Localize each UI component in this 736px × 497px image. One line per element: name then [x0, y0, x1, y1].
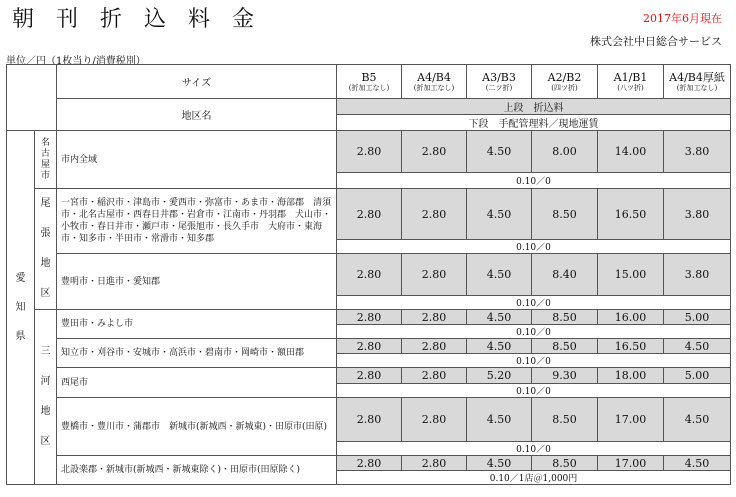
size-header [337, 65, 402, 99]
unit-note: 単位／円（1枚当り/消費税別） [6, 56, 146, 67]
company-name: 株式会社中日総合サービス [590, 35, 722, 48]
price-cell: 17.00 [598, 456, 664, 471]
price-cell: 5.00 [664, 368, 731, 384]
rate-table [6, 64, 731, 485]
size-name: B5 [361, 70, 377, 84]
price-cell: 4.50 [467, 339, 532, 354]
size-header [402, 65, 467, 99]
price-cell: 4.50 [467, 310, 532, 325]
area-name: 一宮市・稲沢市・津島市・愛西市・弥富市・あま市・海部郡 清須市・北名古屋市・西春日井郡・岩倉市・江南市・丹羽郡 犬山市・小牧市・春日井市・瀬戸市・尾張旭市・長久手市 大府市・東海市・知多市・半田市・常滑市・知多郡 [57, 189, 337, 254]
fee-cell: 0.10／0 [337, 325, 731, 339]
city-group-nagoya: 名 古 屋 市 [35, 131, 57, 189]
price-cell: 2.80 [337, 131, 402, 173]
price-cell: 4.50 [467, 456, 532, 471]
size-note: (折加工なし) [348, 83, 390, 92]
size-header [467, 65, 532, 99]
price-cell: 2.80 [337, 254, 402, 296]
region-mikawa: 三 河 地 区 [35, 310, 57, 485]
size-note: (折加工なし) [676, 83, 718, 92]
price-cell: 16.50 [598, 189, 664, 240]
price-cell: 14.00 [598, 131, 664, 173]
size-name: A4/B4 [417, 70, 451, 84]
page-title: 朝刊折込料金 [12, 7, 277, 32]
price-cell: 3.80 [664, 189, 731, 240]
area-name: 豊田市・みよし市 [57, 310, 337, 339]
price-cell: 17.00 [598, 398, 664, 442]
price-cell: 2.80 [402, 339, 467, 354]
price-cell: 8.40 [532, 254, 598, 296]
fee-cell: 0.10／0 [337, 296, 731, 310]
fee-cell: 0.10／0 [337, 442, 731, 456]
price-cell: 5.00 [664, 310, 731, 325]
price-cell: 2.80 [402, 254, 467, 296]
price-cell: 4.50 [664, 398, 731, 442]
price-cell: 2.80 [402, 368, 467, 384]
prefecture-label: 愛 知 県 [7, 131, 35, 485]
area-name: 市内全域 [57, 131, 337, 189]
area-name: 豊橋市・豊川市・蒲郡市 新城市(新城西・新城東)・田原市(田原) [57, 398, 337, 456]
fee-cell: 0.10／0 [337, 240, 731, 254]
price-cell: 15.00 [598, 254, 664, 296]
size-header [532, 65, 598, 99]
size-name: A1/B1 [613, 70, 648, 84]
price-cell: 3.80 [664, 131, 731, 173]
price-cell: 2.80 [402, 189, 467, 240]
price-cell: 8.50 [532, 310, 598, 325]
upper-row-legend: 上段 折込料 [337, 99, 731, 115]
fee-cell: 0.10／0 [337, 384, 731, 398]
price-cell: 16.00 [598, 310, 664, 325]
size-name: A2/B2 [547, 70, 582, 84]
price-cell: 2.80 [337, 398, 402, 442]
price-cell: 8.50 [532, 456, 598, 471]
price-cell: 4.50 [664, 339, 731, 354]
size-note: (二ツ折) [485, 83, 513, 92]
price-cell: 4.50 [664, 456, 731, 471]
area-label: 地区名 [57, 99, 337, 131]
area-name: 豊明市・日進市・愛知郡 [57, 254, 337, 310]
size-note: (八ツ折) [617, 83, 644, 92]
price-cell: 9.30 [532, 368, 598, 384]
size-header [664, 65, 731, 99]
price-cell: 2.80 [402, 398, 467, 442]
price-cell: 2.80 [337, 310, 402, 325]
area-name: 西尾市 [57, 368, 337, 398]
area-name: 北設楽郡・新城市(新城西・新城東除く)・田原市(田原除く) [57, 456, 337, 485]
fee-cell: 0.10／0 [337, 354, 731, 368]
price-cell: 4.50 [467, 189, 532, 240]
price-cell: 2.80 [402, 310, 467, 325]
fee-cell: 0.10／1店＠1,000円 [337, 471, 731, 485]
price-cell: 18.00 [598, 368, 664, 384]
price-cell: 2.80 [337, 339, 402, 354]
size-header [598, 65, 664, 99]
size-name: A4/B4厚紙 [669, 70, 725, 84]
region-owari: 尾 張 地 区 [35, 189, 57, 310]
size-note: (折加工なし) [413, 83, 455, 92]
price-cell: 5.20 [467, 368, 532, 384]
corner-cell [7, 65, 57, 131]
price-cell: 2.80 [337, 368, 402, 384]
size-name: A3/B3 [482, 70, 516, 84]
area-name: 知立市・刈谷市・安城市・高浜市・碧南市・岡崎市・額田郡 [57, 339, 337, 368]
price-cell: 3.80 [664, 254, 731, 296]
price-cell: 4.50 [467, 254, 532, 296]
as-of-date: 2017年6月現在 [643, 12, 722, 25]
price-cell: 8.00 [532, 131, 598, 173]
price-cell: 2.80 [402, 131, 467, 173]
size-note: (四ツ折) [551, 83, 578, 92]
price-cell: 2.80 [402, 456, 467, 471]
price-cell: 2.80 [337, 456, 402, 471]
price-cell: 8.50 [532, 398, 598, 442]
price-cell: 8.50 [532, 189, 598, 240]
price-cell: 16.50 [598, 339, 664, 354]
lower-row-legend: 下段 手配管理料／現地運賃 [337, 115, 731, 131]
price-cell: 2.80 [337, 189, 402, 240]
price-cell: 4.50 [467, 398, 532, 442]
fee-cell: 0.10／0 [337, 173, 731, 189]
price-cell: 8.50 [532, 339, 598, 354]
price-cell: 4.50 [467, 131, 532, 173]
size-label: サイズ [57, 65, 337, 99]
